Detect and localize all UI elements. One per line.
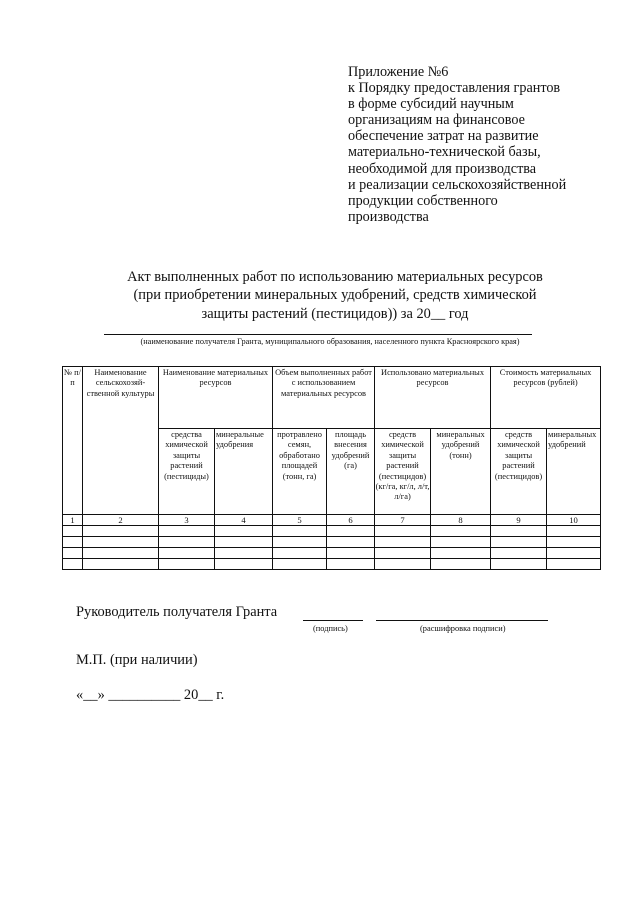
header-used: Использовано материальных ресурсов — [375, 367, 491, 429]
signature-decode-caption: (расшифровка подписи) — [420, 624, 506, 633]
subheader-vol-area: площадь внесения удобрений (га) — [327, 429, 375, 515]
appendix-line: обеспечение затрат на развитие — [348, 128, 539, 145]
column-number: 2 — [83, 515, 159, 526]
title-line: Акт выполненных работ по использованию материальных ресурсов — [127, 269, 543, 285]
column-number: 10 — [547, 515, 601, 526]
signature-decode-line — [376, 620, 548, 621]
appendix-line: Приложение №6 — [348, 64, 449, 80]
subheader-res-min: минеральные удобрения — [215, 429, 273, 515]
column-number: 8 — [431, 515, 491, 526]
appendix-line: материально-технической базы, — [348, 144, 541, 161]
table-row — [63, 559, 601, 570]
title-line: защиты растений (пестицидов)) за 20__ год — [201, 305, 469, 322]
date-line: «__» __________ 20__ г. — [76, 687, 225, 703]
header-cost: Стоимость материальных ресурсов (рублей) — [491, 367, 601, 429]
appendix-line: в форме субсидий научным — [348, 96, 514, 113]
appendix-line: необходимой для производства — [348, 160, 537, 177]
appendix-header — [348, 64, 628, 225]
column-number: 3 — [159, 515, 215, 526]
column-number: 5 — [273, 515, 327, 526]
table-row — [63, 526, 601, 537]
table-row — [63, 548, 601, 559]
appendix-line: к Порядку предоставления грантов — [348, 80, 561, 97]
column-number: 9 — [491, 515, 547, 526]
column-number: 6 — [327, 515, 375, 526]
signature-caption: (подпись) — [313, 624, 348, 633]
act-table — [62, 366, 601, 570]
appendix-line: производства — [348, 208, 429, 225]
header-resources: Наименование материальных ресурсов — [159, 367, 273, 429]
subheader-res-chem: средства химической защиты растений (пестициды) — [159, 429, 215, 515]
signature-line — [303, 620, 363, 621]
header-num: № п/п — [63, 367, 83, 515]
table-row — [63, 537, 601, 548]
header-crop: Наименование сельскохозяй-ственной культуры — [83, 367, 159, 515]
subheader-cost-chem: средств химической защиты растений (пестицидов) — [491, 429, 547, 515]
subheader-cost-min: минеральных удобрений — [547, 429, 601, 515]
column-number: 4 — [215, 515, 273, 526]
subheader-vol-treated: протравлено семян, обработано площадей (тонн, га) — [273, 429, 327, 515]
signature-label: Руководитель получателя Гранта — [76, 604, 278, 620]
column-number: 1 — [63, 515, 83, 526]
stamp-text: М.П. (при наличии) — [76, 652, 198, 668]
appendix-line: организациям на финансовое — [348, 112, 525, 129]
recipient-underline — [104, 334, 532, 335]
column-number: 7 — [375, 515, 431, 526]
document-title — [60, 268, 610, 323]
header-volume: Объем выполненных работ с использованием материальных ресурсов — [273, 367, 375, 429]
subheader-used-chem: средств химической защиты растений (пестицидов) (кг/га, кг/л, л/т, л/га) — [375, 429, 431, 515]
subheader-used-min: минеральных удобрений (тонн) — [431, 429, 491, 515]
appendix-line: продукции собственного — [348, 192, 498, 209]
title-line: (при приобретении минеральных удобрений, средств химической — [133, 287, 537, 304]
recipient-caption: (наименование получателя Гранта, муниципального образования, населенного пункта Красноярского края) — [140, 337, 520, 346]
appendix-line: и реализации сельскохозяйственной — [348, 176, 567, 193]
